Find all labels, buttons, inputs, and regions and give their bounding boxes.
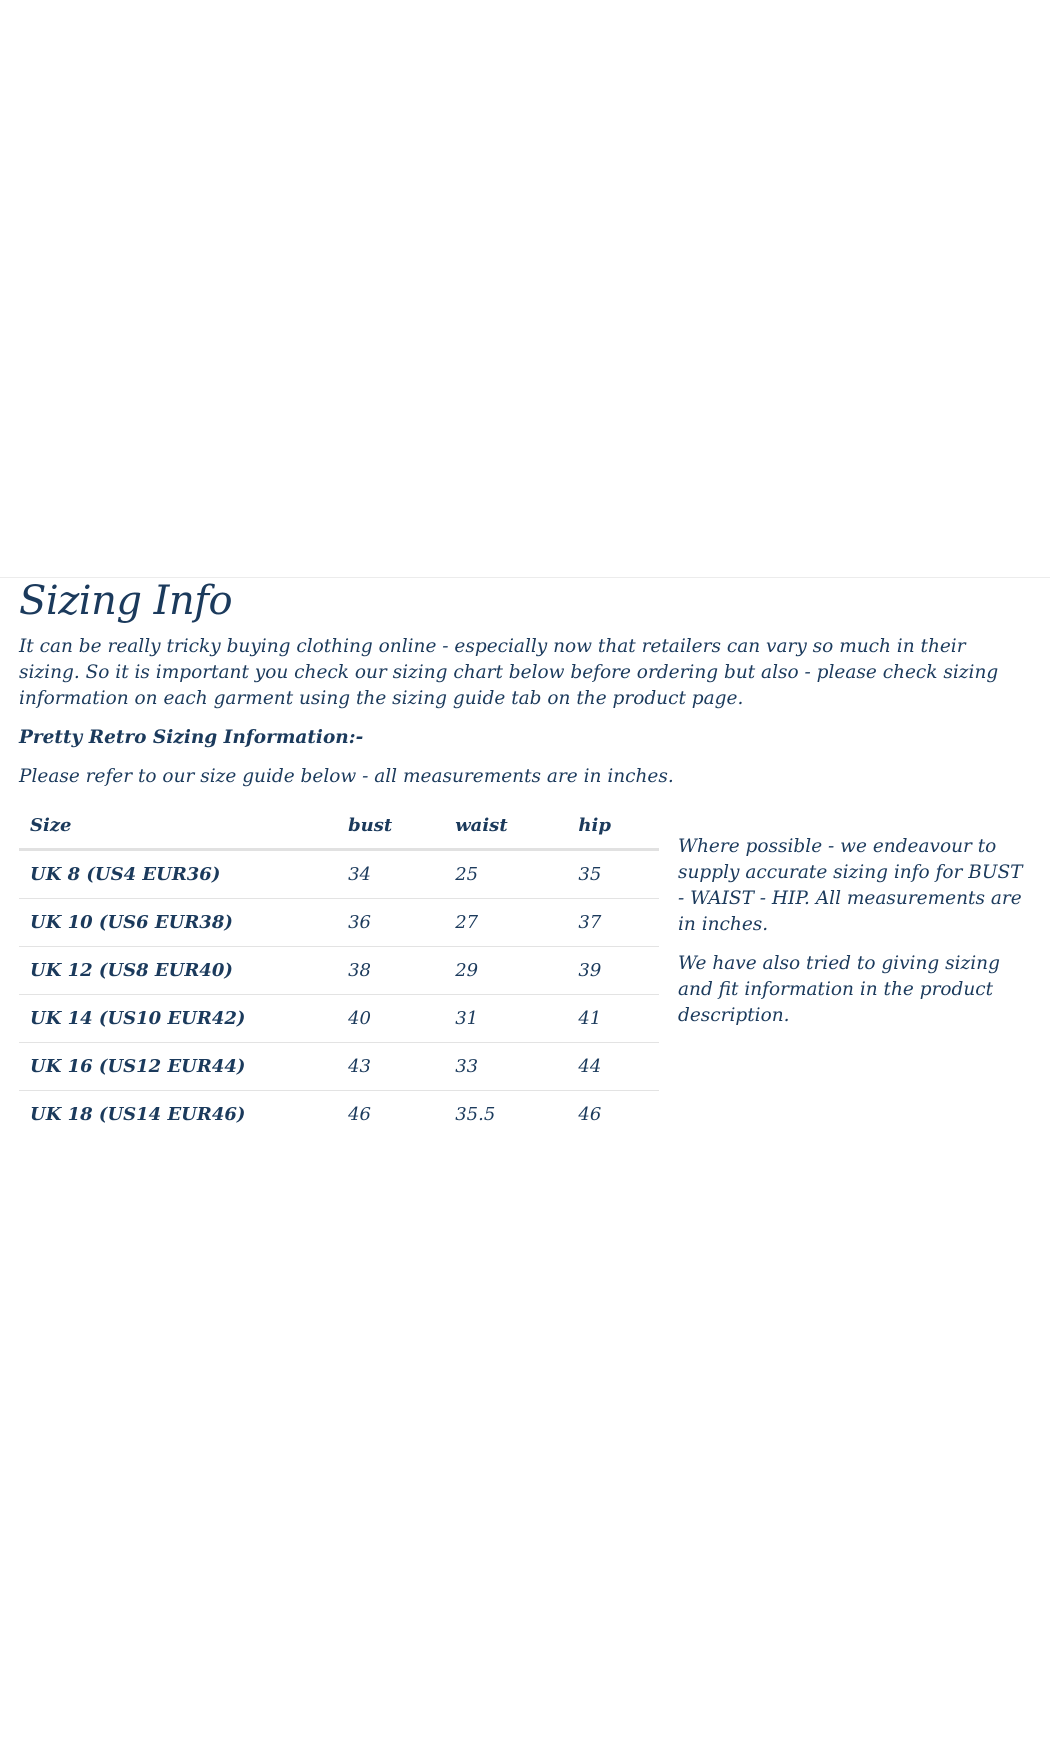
size-cell: UK 8 (US4 EUR36) — [19, 850, 337, 899]
table-row — [19, 1091, 659, 1139]
page-title: Sizing Info — [19, 578, 233, 624]
bust-cell: 38 — [337, 947, 444, 995]
hip-cell: 37 — [567, 899, 659, 947]
size-cell: UK 10 (US6 EUR38) — [19, 899, 337, 947]
intro-paragraph: It can be really tricky buying clothing online - especially now that retailers can vary so much in their sizing. So it is important you check our sizing chart below before ordering but also - please check sizing information on each garment using the sizing guide tab on the product page. — [19, 636, 999, 709]
waist-cell: 29 — [444, 947, 567, 995]
waist-cell: 31 — [444, 995, 567, 1043]
bust-cell: 40 — [337, 995, 444, 1043]
header-waist: waist — [444, 802, 567, 850]
header-bust: bust — [337, 802, 444, 850]
header-hip: hip — [567, 802, 659, 850]
sizing-subheading: Pretty Retro Sizing Information:- — [19, 727, 364, 748]
table-row — [19, 947, 659, 995]
hip-cell: 44 — [567, 1043, 659, 1091]
table-row — [19, 995, 659, 1043]
waist-cell: 33 — [444, 1043, 567, 1091]
waist-cell: 35.5 — [455, 1104, 496, 1125]
table-row — [19, 899, 659, 947]
bust-cell: 34 — [337, 850, 444, 899]
waist-cell: 25 — [444, 850, 567, 899]
bust-cell: 46 — [348, 1104, 371, 1125]
size-chart-table — [19, 802, 659, 1138]
hip-cell: 35 — [567, 850, 659, 899]
hip-cell: 39 — [567, 947, 659, 995]
bust-cell: 36 — [337, 899, 444, 947]
bust-cell: 43 — [337, 1043, 444, 1091]
fit-info-note: We have also tried to giving sizing and fit information in the product description. — [678, 953, 1000, 1026]
size-cell: UK 16 (US12 EUR44) — [19, 1043, 337, 1091]
size-cell: UK 12 (US8 EUR40) — [19, 947, 337, 995]
table-header-row — [19, 802, 659, 850]
header-size: Size — [19, 802, 337, 850]
sizing-notes — [678, 834, 1028, 1042]
size-cell: UK 18 (US14 EUR46) — [30, 1104, 246, 1125]
sizing-info-section — [19, 578, 1029, 1125]
size-guide-note: Please refer to our size guide below - all measurements are in inches. — [19, 766, 674, 787]
size-cell: UK 14 (US10 EUR42) — [19, 995, 337, 1043]
hip-cell: 46 — [578, 1104, 602, 1125]
waist-cell: 27 — [444, 899, 567, 947]
measurement-note: Where possible - we endeavour to supply accurate sizing info for BUST - WAIST - HIP. All measurements are in inches. — [678, 836, 1023, 935]
hip-cell: 41 — [567, 995, 659, 1043]
table-row — [19, 1043, 659, 1091]
table-row — [19, 850, 659, 899]
